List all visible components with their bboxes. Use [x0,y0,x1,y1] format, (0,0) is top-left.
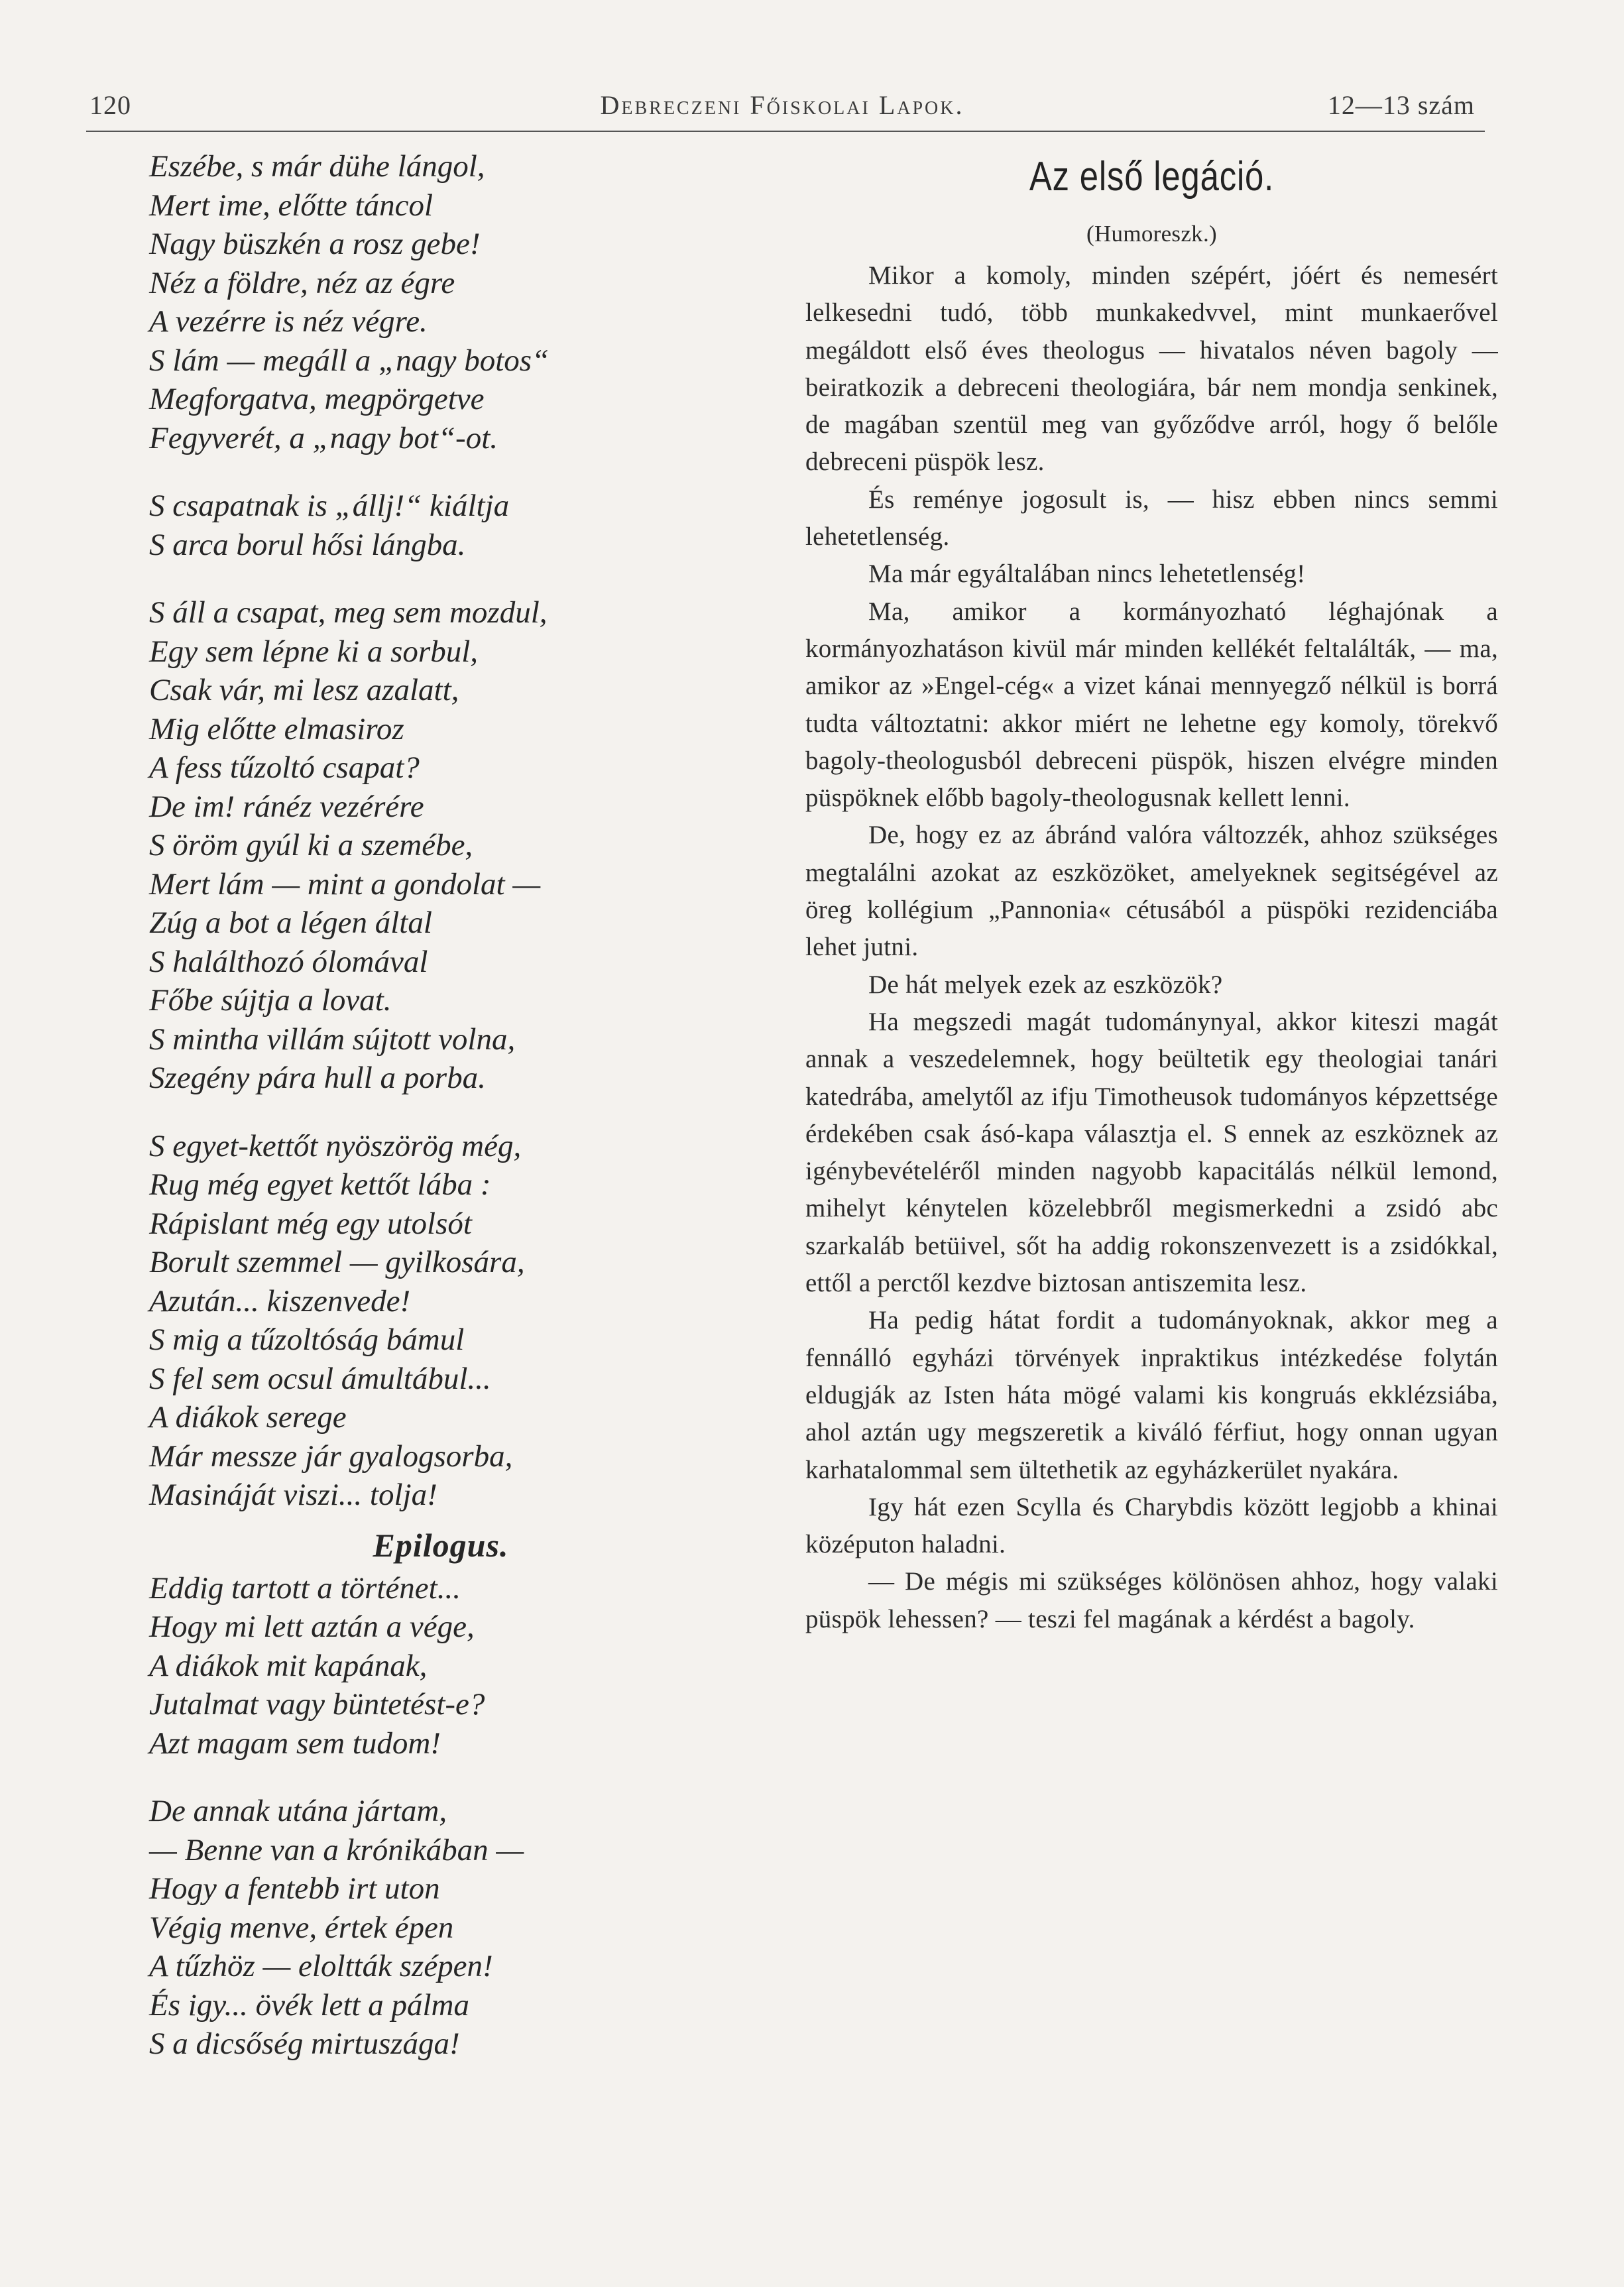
poem-stanza [149,147,732,457]
poem-line: Nagy büszkén a rosz gebe! [149,227,481,261]
poem-line: A diákok serege [149,1400,347,1435]
article-paragraph: De hát melyek ezek az eszközök? [868,970,1223,999]
poem-line: S arca borul hősi lángba. [149,527,466,562]
poem-line: A vezérre is néz végre. [149,304,428,339]
article-column [805,147,1498,1638]
poem-stanza [149,487,732,564]
article-paragraph: Mikor a komoly, minden szépért, jóért és nemesért lelkesedni tudó, több munkakedvvel, mint munkaerővel megáldott első éves theologus — hivatalos néven bagoly — beiratkozik a debreceni theologiára, bár nem mondja senkinek, de magában szentül meg van győződve arról, hogy ő belőle debreceni püspök lesz. [805,261,1498,477]
poem-line: Mig előtte elmasiroz [149,711,404,746]
poem-line: Megforgatva, megpörgetve [149,382,485,416]
poem-stanza [149,593,732,1098]
poem-line: — Benne van a krónikában — [149,1832,524,1867]
poem-line: Főbe sújtja a lovat. [149,983,392,1018]
article-paragraph: De, hogy ez az ábránd valóra változzék, ahhoz szükséges megtalálni azokat az eszközöket, amelyeknek segitségével az öreg kollégium „Pannonia« cétusából a püspöki rezidenciába lehet jutni. [805,821,1498,962]
poem-stanza [149,1127,732,1515]
poem-line: Azután... kiszenvede! [149,1283,411,1319]
article-subtitle: (Humoreszk.) [1086,221,1217,247]
poem-line: Zúg a bot a légen által [149,906,432,940]
header-rule [86,131,1485,132]
poem-column [149,147,732,2064]
poem-line: S fel sem ocsul ámultábul... [149,1361,491,1396]
poem-line: S lám — megáll a „nagy botos“ [149,343,550,378]
poem-line: Már messze jár gyalogsorba, [149,1438,513,1474]
article-paragraph: Ma már egyáltalában nincs lehetetlenség! [868,559,1306,589]
stanza-gap [149,457,732,487]
article-paragraph: — De mégis mi szükséges kölönösen ahhoz, hogy valaki püspök lehessen? — teszi fel magának a kérdést a bagoly. [805,1567,1498,1633]
poem-line: Egy sem lépne ki a sorbul, [149,634,479,669]
page-header [89,89,1475,129]
poem-line: A tűzhöz — eloltták szépen! [149,1949,493,1983]
article-paragraph: Ha megszedi magát tudománynyal, akkor kiteszi magát annak a veszedelemnek, hogy beültetik egy theologiai tanári katedrába, amelytől az ifju Timotheusok tudományos képzettsége érdekében csak ásó-kapa választja el. S ennek az eszköznek az igénybevételéről minden nagyobb kapacitálás nélkül lemond, mihelyt kénytelen közelebbről megismerkedni a zsidó abc szarkaláb betüivel, sőt ha addig rokonszenvezett is a zsidókkal, ettől a perctől kezdve biztosan antiszemita lesz. [805,1007,1498,1298]
poem-line: Csak vár, mi lesz azalatt, [149,673,459,707]
article-title: Az első legáció. [1029,154,1275,200]
poem-line: Azt magam sem tudom! [149,1726,441,1761]
epilogue-title: Epilogus. [373,1526,509,1564]
article-paragraph: Igy hát ezen Scylla és Charybdis között legjobb a khinai középuton haladni. [805,1492,1498,1559]
poem-line: A fess tűzoltó csapat? [149,750,420,785]
poem-line: Rug még egyet kettőt lába : [149,1167,491,1202]
journal-title: Debreczeni Főiskolai Lapok. [600,90,964,120]
poem-stanza [149,1569,732,1763]
poem-line: Néz a földre, néz az égre [149,265,455,300]
poem-line: S egyet-kettőt nyöszörög még, [149,1128,522,1163]
poem-line: Végig menve, értek épen [149,1910,454,1945]
poem-line: S öröm gyúl ki a szemébe, [149,828,473,862]
poem-line: Mert ime, előtte táncol [149,188,434,223]
poem-line: S mintha villám sújtott volna, [149,1022,516,1057]
poem-line: S a dicsőség mirtuszága! [149,2026,460,2061]
stanza-gap [149,1098,732,1127]
poem-line: S áll a csapat, meg sem mozdul, [149,595,548,630]
poem-line: Eszébe, s már dühe lángol, [149,149,485,184]
article-paragraph: Ha pedig hátat fordit a tudományoknak, akkor meg a fennálló egyházi törvények inpraktikus intézkedése folytán eldugják az Isten háta mögé valami kis kongruás ekklézsiába, ahol aztán ugy megszeretik a kiváló férfiut, hogy onnan ugyan karhatalommal sem ültethetik az egyházkerület nyakára. [805,1306,1498,1484]
issue-number: 12—13 szám [1327,90,1475,120]
poem-line: De im! ránéz vezérére [149,789,424,824]
poem-line: S halálthozó ólomával [149,944,428,979]
article-paragraph: És reménye jogosult is, — hisz ebben nincs semmi lehetetlenség. [805,485,1498,552]
stanza-gap [149,1515,732,1521]
page-number: 120 [89,90,131,120]
poem-line: Hogy a fentebb irt uton [149,1871,440,1906]
poem-line: Hogy mi lett aztán a vége, [149,1610,475,1644]
poem-line: Rápislant még egy utolsót [149,1206,472,1241]
poem-line: És igy... övék lett a pálma [149,1987,469,2023]
poem-line: De annak utána jártam, [149,1794,447,1828]
poem-stanza [149,1792,732,2064]
article-paragraph: Ma, amikor a kormányozható léghajónak a kormányozhatáson kivül már minden kellékét feltalálták, — ma, amikor az »Engel-cég« a vizet kánai mennyegző nélkül is borrá tudta változtatni: akkor miért ne lehetne egy komoly, törekvő bagoly-theologusból debreceni püspök, hiszen elvégre minden püspöknek előbb bagoly-theologusnak kellett lenni. [805,597,1498,813]
poem-line: Masináját viszi... tolja! [149,1478,437,1512]
poem-line: A diákok mit kapának, [149,1648,428,1683]
poem-line: Eddig tartott a történet... [149,1570,461,1606]
poem-line: S mig a tűzoltóság bámul [149,1322,465,1357]
stanza-gap [149,564,732,593]
poem-line: S csapatnak is „állj!“ kiáltja [149,489,510,523]
poem-line: Mert lám — mint a gondolat — [149,866,541,902]
poem-line: Fegyverét, a „nagy bot“-ot. [149,420,498,455]
poem-line: Jutalmat vagy büntetést-e? [149,1687,485,1722]
poem-line: Borult szemmel — gyilkosára, [149,1245,525,1279]
poem-line: Szegény pára hull a porba. [149,1061,486,1095]
stanza-gap [149,1763,732,1792]
